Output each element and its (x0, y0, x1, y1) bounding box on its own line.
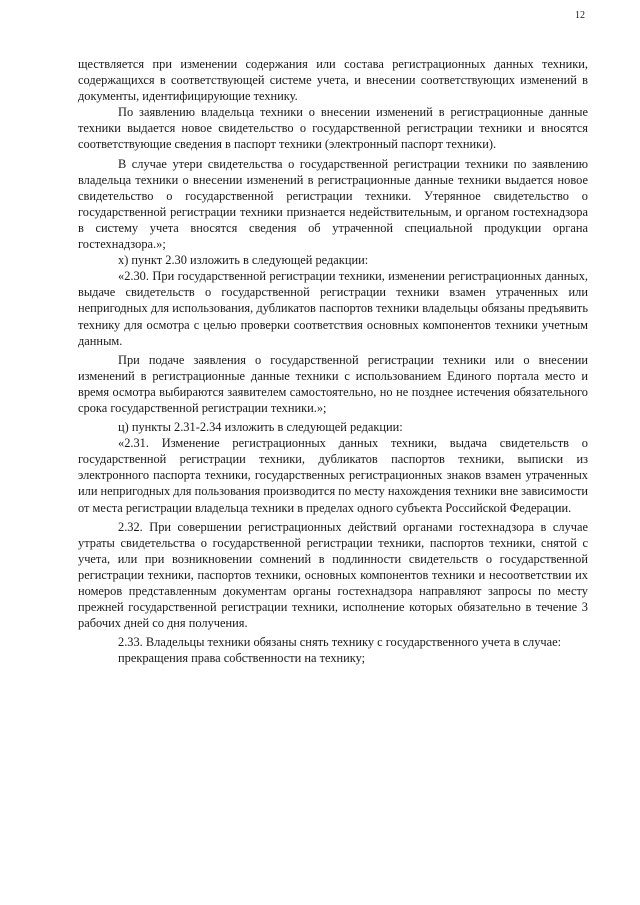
paragraph-clause-2-32: 2.32. При совершении регистрационных действий органами гостехнадзора в случае утраты свидетельства о государственной регистрации техники, паспортов техники, снятой с учета, или при возникновении сомнений в подлинности свидетельств о государственной регистрации техники, паспортов техники, основных компонентов техники и несоответствии их номеров представленным документам органы гостехнадзора направляют запросы по месту прежней государственной регистрации техники, исполнение которых обязательно в течение 3 рабочих дней со дня получения. (78, 519, 588, 631)
paragraph-new-certificate: По заявлению владельца техники о внесении изменений в регистрационные данные техники выдается новое свидетельство о государственной регистрации техники и вносятся соответствующие сведения в паспорт техники (электронный паспорт техники). (78, 105, 588, 152)
paragraph-item-ts: ц) пункты 2.31-2.34 изложить в следующей редакции: (118, 420, 403, 435)
document-body (78, 56, 588, 666)
paragraph-clause-2-30: «2.30. При государственной регистрации техники, изменении регистрационных данных, выдаче свидетельств о государственной регистрации техники взамен утраченных или непригодных для использования, дубликатов паспортов техники владельцы обязаны предъявить технику для осмотра с целью проверки соответствия основных компонентов техники учетным данным. (78, 269, 588, 348)
paragraph-continuation: ществляется при изменении содержания или состава регистрационных данных техники, содержащихся в соответствующей системе учета, и внесении соответствующих изменений в документы, идентифицирующие технику. (78, 57, 588, 104)
page-number: 12 (575, 10, 585, 21)
paragraph-clause-2-31: «2.31. Изменение регистрационных данных техники, выдача свидетельств о государственной регистрации техники, дубликатов паспортов техники, выписки из электронного паспорта техники, государственных регистрационных знаков взамен утраченных или непригодных для пользования производится по месту нахождения техники вне зависимости от места регистрации владельца техники в пределах одного субъекта Российской Федерации. (78, 436, 588, 515)
paragraph-clause-2-33: 2.33. Владельцы техники обязаны снять технику с государственного учета в случае: (118, 635, 562, 650)
paragraph-lost-certificate: В случае утери свидетельства о государственной регистрации техники по заявлению владельца техники о внесении изменений в регистрационные данные техники выдается новое свидетельство о государственной регистрации техники. Утерянное свидетельство о государственной регистрации техники признается недействительным, и органом гостехнадзора в систему учета вносятся сведения об утраченной специальной продукции органа гостехнадзора.»; (78, 156, 588, 252)
paragraph-item-kh: х) пункт 2.30 изложить в следующей редакции: (118, 253, 369, 268)
paragraph-portal-application: При подаче заявления о государственной регистрации техники или о внесении изменений в регистрационные данные техники с использованием Единого портала место и время осмотра выбираются заявителем самостоятельно, но не позднее истечения обязательного срока государственной регистрации техники.»; (78, 352, 588, 415)
paragraph-ownership-termination: прекращения права собственности на технику; (118, 651, 366, 666)
